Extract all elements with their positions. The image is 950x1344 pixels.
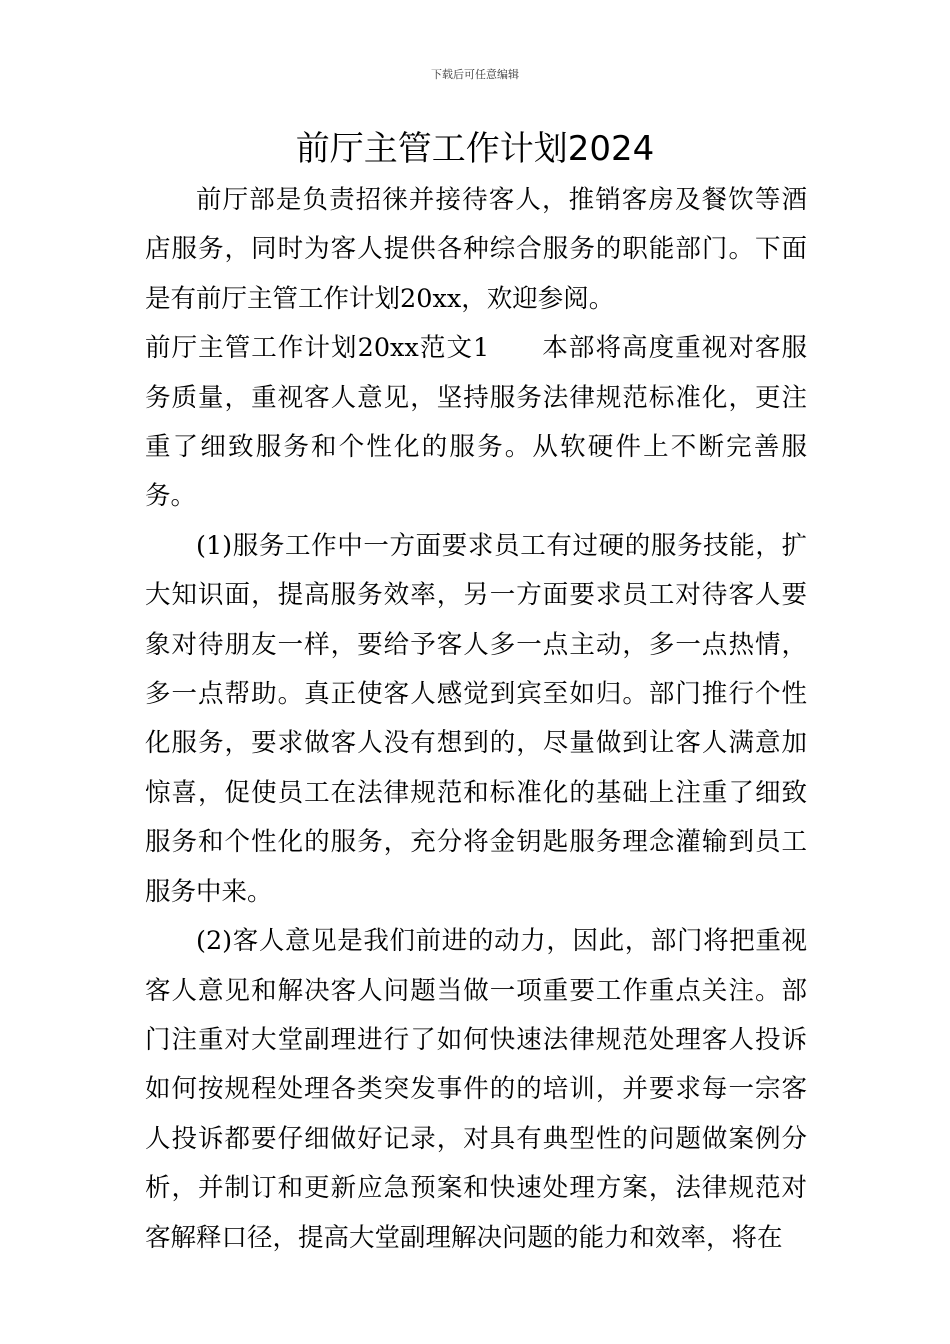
- section-paragraph: [145, 324, 807, 522]
- header-note: 下载后可任意编辑: [431, 68, 519, 81]
- item-2-paragraph: (2)客人意见是我们前进的动力，因此，部门将把重视客人意见和解决客人问题当做一项重要工作重点关注。部门注重对大堂副理进行了如何快速法律规范处理客人投诉如何按规程处理各类突发事件的的培训，并要求每一宗客人投诉都要仔细做好记录，对具有典型性的问题做案例分析，并制订和更新应急预案和快速处理方案，法律规范对客解释口径，提高大堂副理解决问题的能力和效率，将在: [145, 926, 807, 1253]
- section-heading: 前厅主管工作计划20xx范文1: [145, 333, 490, 364]
- intro-paragraph: 前厅部是负责招徕并接待客人，推销客房及餐饮等酒店服务，同时为客人提供各种综合服务的职能部门。下面是有前厅主管工作计划20xx，欢迎参阅。: [145, 185, 807, 314]
- item-1-paragraph: (1)服务工作中一方面要求员工有过硬的服务技能，扩大知识面，提高服务效率，另一方面要求员工对待客人要象对待朋友一样，要给予客人多一点主动，多一点热情，多一点帮助。真正使客人感觉到宾至如归。部门推行个性化服务，要求做客人没有想到的，尽量做到让客人满意加惊喜，促使员工在法律规范和标准化的基础上注重了细致服务和个性化的服务，充分将金钥匙服务理念灌输到员工服务中来。: [145, 530, 807, 907]
- document-body: [145, 176, 807, 1263]
- section-lead: 本部将高度重视对客服务质量，重视客人意见，坚持服务法律规范标准化，更注重了细致服务和个性化的服务。从软硬件上不断完善服务。: [145, 333, 807, 512]
- document-title: 前厅主管工作计划2024: [295, 129, 655, 169]
